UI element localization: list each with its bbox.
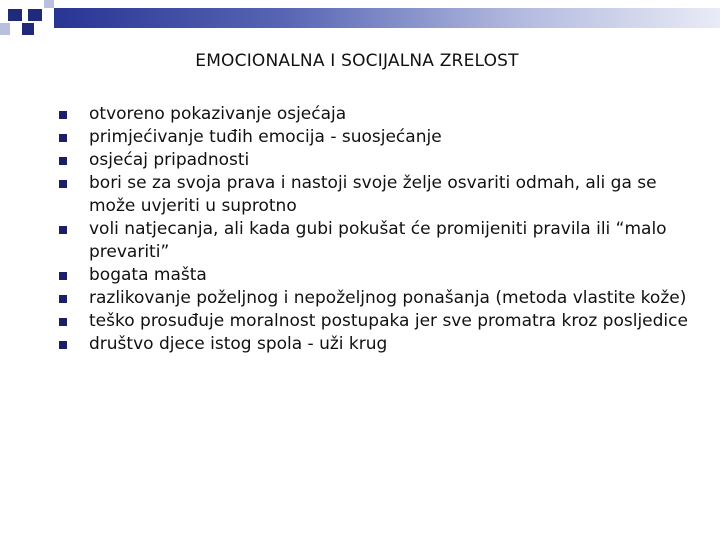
bullet-list [57,103,697,356]
list-item [57,287,697,310]
list-item-text: teško prosuđuje moralnost postupaka jer sve promatra kroz posljedice [89,311,688,331]
square-bullet-icon [59,180,67,188]
list-item [57,333,697,356]
list-item-text: otvoreno pokazivanje osjećaja [89,104,347,124]
square-bullet-icon [59,111,67,119]
list-item [57,126,697,149]
square-bullet-icon [59,157,67,165]
list-item-text: bogata mašta [89,265,207,285]
square-bullet-icon [59,134,67,142]
decoration-square-b [28,9,42,21]
list-item [57,172,697,218]
list-item [57,310,697,333]
decoration-square-c [22,23,34,35]
square-bullet-icon [59,272,67,280]
slide-title: EMOCIONALNA I SOCIJALNA ZRELOST [195,51,519,71]
square-bullet-icon [59,295,67,303]
list-item-text: osjećaj pripadnosti [89,150,250,170]
square-bullet-icon [59,226,67,234]
list-item [57,103,697,126]
list-item-text: razlikovanje poželjnog i nepoželjnog ponašanja (metoda vlastite kože) [89,288,687,308]
list-item-text: bori se za svoja prava i nastoji svoje želje osvariti odmah, ali ga se može uvjeriti u suprotno [89,173,657,216]
decoration-square-d [0,23,10,35]
decoration-square-e [44,0,54,8]
square-bullet-icon [59,318,67,326]
list-item [57,218,697,264]
list-item-text: primjećivanje tuđih emocija - suosjećanje [89,127,442,147]
list-item [57,149,697,172]
square-bullet-icon [59,341,67,349]
list-item [57,264,697,287]
list-item-text: voli natjecanja, ali kada gubi pokušat će promijeniti pravila ili “malo prevariti” [89,219,667,262]
top-gradient-band [54,8,720,28]
decoration-square-a [8,9,22,21]
list-item-text: društvo djece istog spola - uži krug [89,334,388,354]
